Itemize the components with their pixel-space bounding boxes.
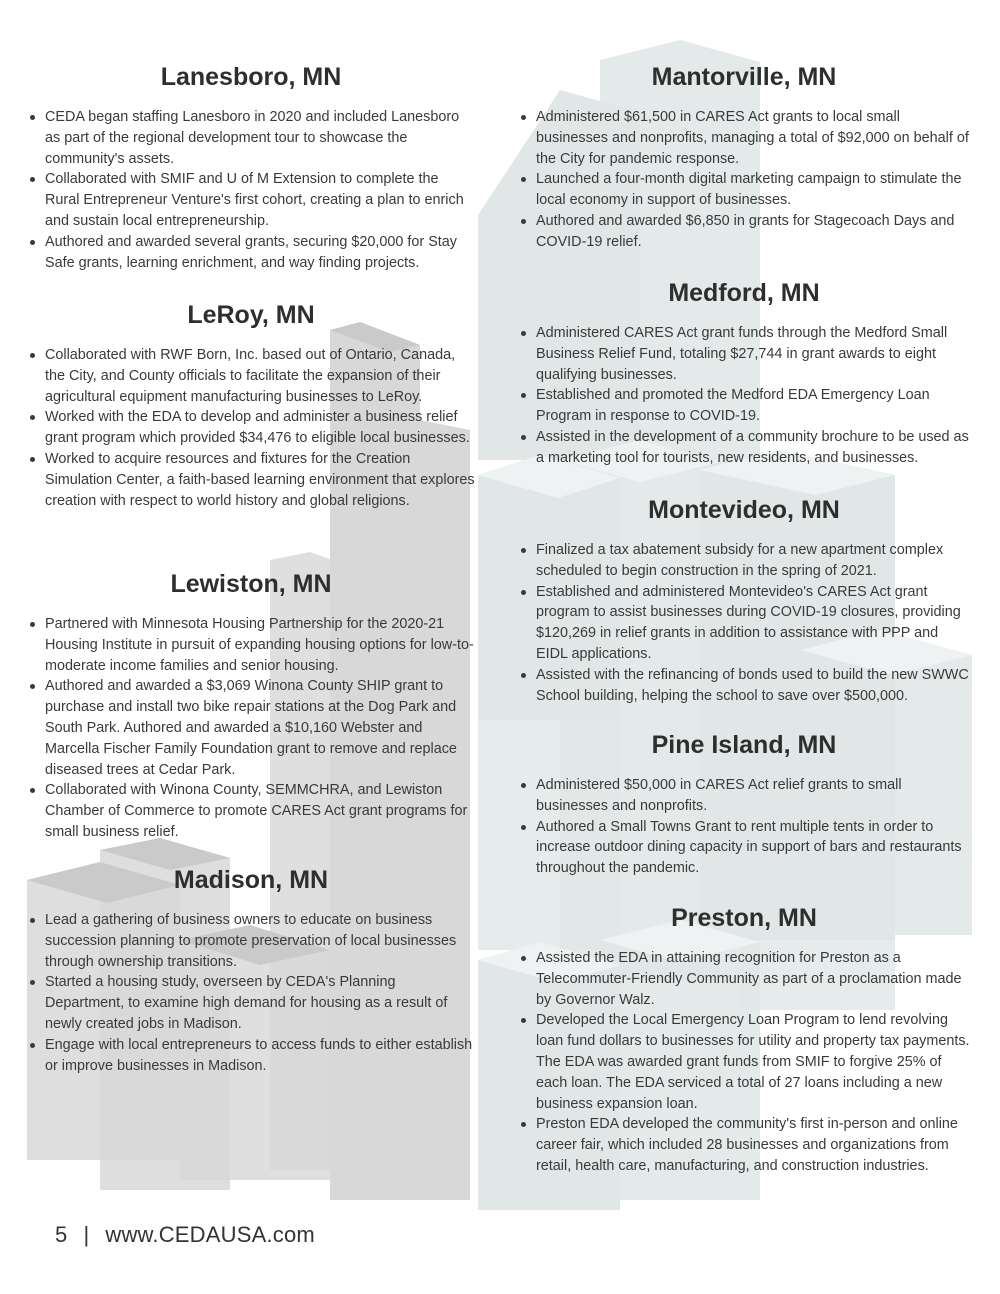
website-link[interactable]: www.CEDAUSA.com — [105, 1222, 315, 1247]
list-item: Assisted the EDA in attaining recognition for Preston as a Telecommuter-Friendly Community as part of a proclamation made by Governor Walz. — [518, 948, 970, 1010]
list-item: Engage with local entrepreneurs to access funds to either establish or improve businesses in Madison. — [27, 1035, 475, 1077]
section-title: Preston, MN — [671, 904, 817, 932]
section-title: Lewiston, MN — [170, 570, 332, 598]
list-item: Authored and awarded a $3,069 Winona County SHIP grant to purchase and install two bike repair stations at the Dog Park and South Park. Authored and awarded a $10,160 Webster and Marcella Fischer Family Foundation grant to remove and replace diseased trees at Cedar Park. — [27, 676, 475, 780]
list-item: Preston EDA developed the community's first in-person and online career fair, which included 28 businesses and organizations from retail, health care, manufacturing, and construction industries. — [518, 1114, 970, 1176]
page-number: 5 — [55, 1222, 68, 1247]
section-montevideo — [518, 493, 970, 706]
bullet-list — [518, 540, 970, 706]
list-item: Lead a gathering of business owners to educate on business succession planning to promote preservation of local businesses through ownership transitions. — [27, 910, 475, 972]
bullet-list — [518, 775, 970, 879]
list-item: Assisted with the refinancing of bonds used to build the new SWWC School building, helping the school to save over $500,000. — [518, 665, 970, 707]
bullet-list — [27, 614, 475, 843]
section-title: Mantorville, MN — [651, 63, 837, 91]
section-lanesboro — [27, 60, 475, 273]
section-title: Madison, MN — [173, 866, 329, 894]
bullet-list — [27, 345, 475, 511]
bullet-list — [27, 107, 475, 273]
section-madison — [27, 863, 475, 1076]
list-item: Launched a four-month digital marketing campaign to stimulate the local economy in support of businesses. — [518, 169, 970, 211]
list-item: Authored a Small Towns Grant to rent multiple tents in order to increase outdoor dining capacity in support of bars and restaurants throughout the pandemic. — [518, 817, 970, 879]
bullet-list — [518, 323, 970, 469]
page-footer — [55, 1222, 315, 1248]
list-item: Assisted in the development of a community brochure to be used as a marketing tool for tourists, new residents, and businesses. — [518, 427, 970, 469]
list-item: Authored and awarded several grants, securing $20,000 for Stay Safe grants, learning enrichment, and way finding projects. — [27, 232, 475, 274]
list-item: Developed the Local Emergency Loan Program to lend revolving loan fund dollars to businesses for utility and property tax payments. The EDA was awarded grant funds from SMIF to forgive 25% of each loan. The EDA serviced a total of 27 loans including a new business expansion loan. — [518, 1010, 970, 1114]
list-item: Administered CARES Act grant funds through the Medford Small Business Relief Fund, totaling $27,744 in grant awards to eight qualifying businesses. — [518, 323, 970, 385]
footer-separator: | — [83, 1222, 90, 1247]
list-item: Worked to acquire resources and fixtures for the Creation Simulation Center, a faith-based learning environment that explores creation with respect to world history and global religions. — [27, 449, 475, 511]
section-title: Montevideo, MN — [648, 496, 840, 524]
list-item: Partnered with Minnesota Housing Partnership for the 2020-21 Housing Institute in pursuit of expanding housing options for low-to-moderate income families and senior housing. — [27, 614, 475, 676]
section-title: Pine Island, MN — [651, 731, 837, 759]
section-title: LeRoy, MN — [187, 301, 315, 329]
section-medford — [518, 276, 970, 469]
bullet-list — [518, 107, 970, 253]
section-pine-island — [518, 728, 970, 879]
list-item: Authored and awarded $6,850 in grants for Stagecoach Days and COVID-19 relief. — [518, 211, 970, 253]
list-item: Worked with the EDA to develop and administer a business relief grant program which provided $34,476 to eligible local businesses. — [27, 407, 475, 449]
list-item: Administered $61,500 in CARES Act grants to local small businesses and nonprofits, managing a total of $92,000 on behalf of the City for pandemic response. — [518, 107, 970, 169]
list-item: Established and administered Montevideo's CARES Act grant program to assist businesses during COVID-19 closures, providing $120,269 in relief grants in addition to assistance with PPP and EIDL applications. — [518, 582, 970, 665]
section-mantorville — [518, 60, 970, 253]
list-item: Established and promoted the Medford EDA Emergency Loan Program in response to COVID-19. — [518, 385, 970, 427]
section-title: Lanesboro, MN — [160, 63, 342, 91]
list-item: Collaborated with Winona County, SEMMCHRA, and Lewiston Chamber of Commerce to promote CARES Act grant programs for small business relief. — [27, 780, 475, 842]
list-item: Finalized a tax abatement subsidy for a new apartment complex scheduled to begin construction in the spring of 2021. — [518, 540, 970, 582]
section-lewiston — [27, 567, 475, 843]
list-item: Collaborated with SMIF and U of M Extension to complete the Rural Entrepreneur Venture's first cohort, creating a plan to enrich and sustain local entrepreneurship. — [27, 169, 475, 231]
section-preston — [518, 901, 970, 1177]
bullet-list — [518, 948, 970, 1177]
list-item: CEDA began staffing Lanesboro in 2020 and included Lanesboro as part of the regional development tour to showcase the community's assets. — [27, 107, 475, 169]
list-item: Started a housing study, overseen by CEDA's Planning Department, to examine high demand for housing as a result of newly created jobs in Madison. — [27, 972, 475, 1034]
list-item: Collaborated with RWF Born, Inc. based out of Ontario, Canada, the City, and County officials to facilitate the expansion of their agricultural equipment manufacturing businesses to LeRoy. — [27, 345, 475, 407]
bullet-list — [27, 910, 475, 1076]
section-leroy — [27, 298, 475, 511]
list-item: Administered $50,000 in CARES Act relief grants to small businesses and nonprofits. — [518, 775, 970, 817]
section-title: Medford, MN — [668, 279, 820, 307]
